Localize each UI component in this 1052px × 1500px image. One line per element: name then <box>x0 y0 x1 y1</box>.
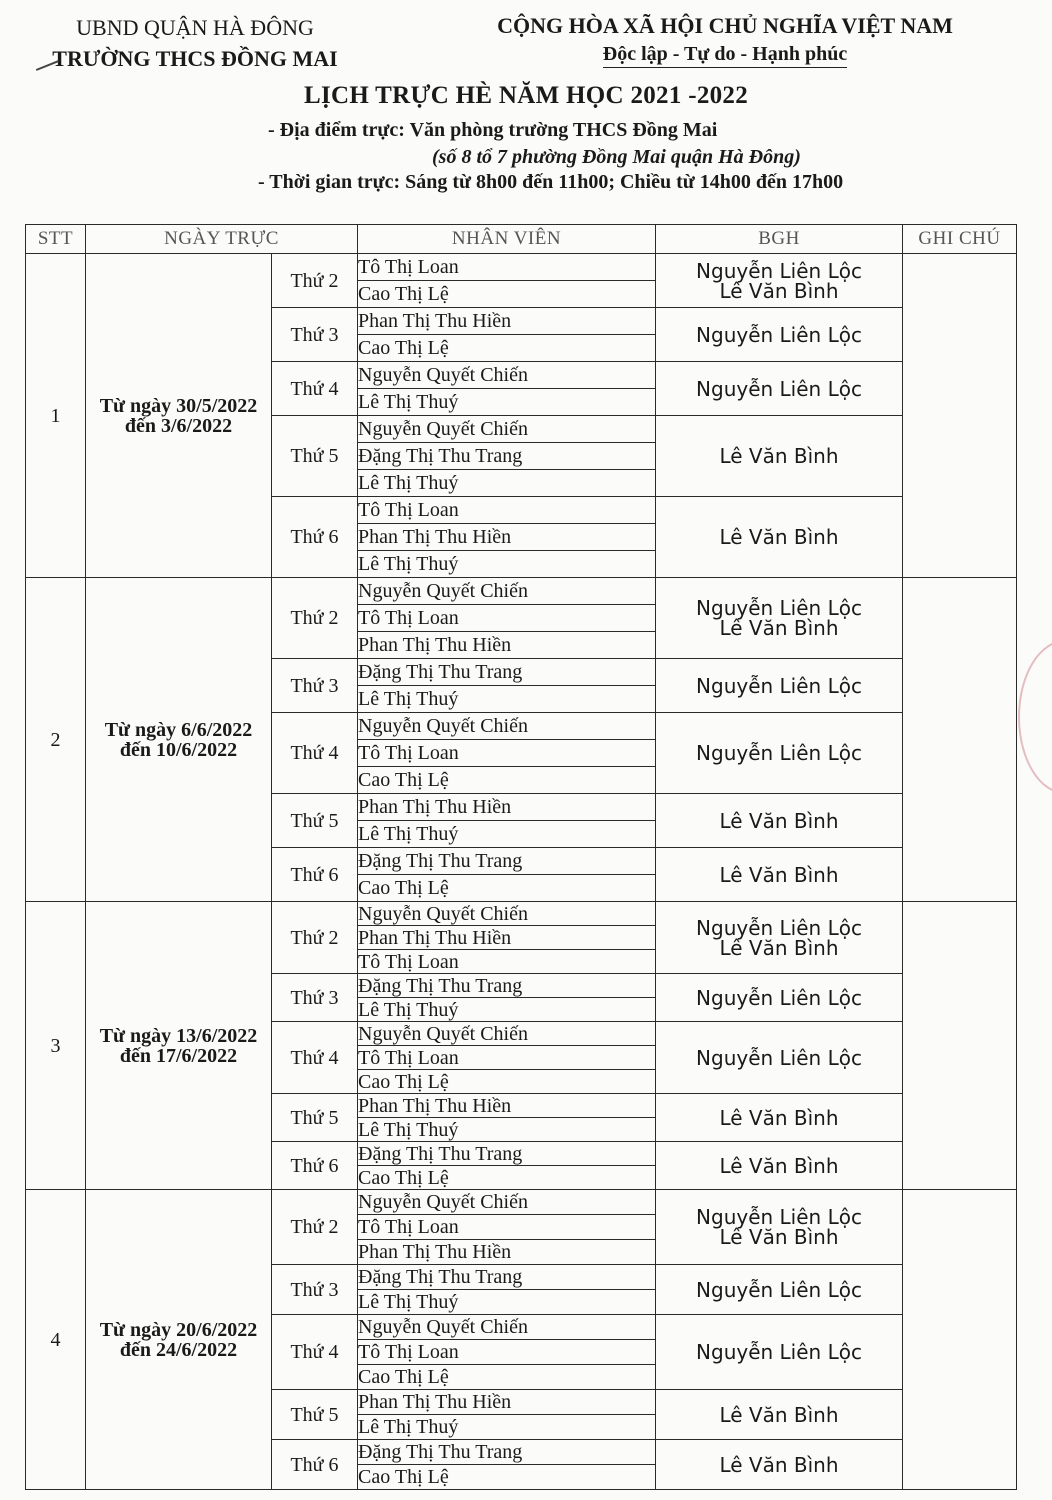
staff-name: Nguyễn Quyết Chiến <box>358 578 656 605</box>
staff-name: Phan Thị Thu Hiền <box>358 1390 656 1415</box>
table-row <box>26 1190 1017 1215</box>
week-number: 3 <box>26 902 86 1190</box>
staff-name: Nguyễn Quyết Chiến <box>358 416 656 443</box>
bgh-cell <box>656 974 903 1022</box>
bgh-name: Nguyễn Liên Lộc <box>696 1045 862 1070</box>
bgh-name: Lê Văn Bình <box>719 444 839 468</box>
staff-name: Đặng Thị Thu Trang <box>358 974 656 998</box>
weekday-cell: Thứ 4 <box>272 713 358 794</box>
bgh-cell <box>656 1440 903 1490</box>
date-range-start: Từ ngày 20/6/2022 <box>99 1318 258 1341</box>
staff-name: Lê Thị Thuý <box>358 1118 656 1142</box>
bgh-name: Nguyễn Liên Lộc <box>696 322 862 347</box>
bgh-cell <box>656 362 903 416</box>
weekday-cell: Thứ 3 <box>272 974 358 1022</box>
bgh-name: Nguyễn Liên Lộc <box>696 1340 862 1364</box>
staff-name: Phan Thị Thu Hiền <box>358 794 656 821</box>
bgh-name: Nguyễn Liên Lộc <box>696 985 862 1010</box>
staff-name: Cao Thị Lệ <box>358 875 656 902</box>
date-range-end: đến 17/6/2022 <box>119 1044 238 1067</box>
weekday-cell: Thứ 6 <box>272 1440 358 1490</box>
bgh-name: Lê Văn Bình <box>719 278 839 303</box>
staff-name: Cao Thị Lệ <box>358 767 656 794</box>
staff-name: Phan Thị Thu Hiền <box>358 308 656 335</box>
weekday-cell: Thứ 5 <box>272 416 358 497</box>
weekday-cell: Thứ 2 <box>272 1190 358 1265</box>
staff-name: Đặng Thị Thu Trang <box>358 1142 656 1166</box>
weekday-cell: Thứ 5 <box>272 794 358 848</box>
staff-name: Tô Thị Loan <box>358 950 656 974</box>
table-row <box>26 578 1017 605</box>
weekday-cell: Thứ 4 <box>272 362 358 416</box>
bgh-cell <box>656 1142 903 1190</box>
staff-name: Nguyễn Quyết Chiến <box>358 1022 656 1046</box>
staff-name: Lê Thị Thuý <box>358 821 656 848</box>
weekday-cell: Thứ 2 <box>272 902 358 974</box>
col-stt: STT <box>26 225 86 254</box>
header-right <box>430 10 1020 68</box>
staff-name: Đặng Thị Thu Trang <box>358 1265 656 1290</box>
week-date-range <box>86 578 272 902</box>
bgh-cell <box>656 497 903 578</box>
weekday-cell: Thứ 5 <box>272 1094 358 1142</box>
staff-name: Nguyễn Quyết Chiến <box>358 362 656 389</box>
staff-name: Lê Thị Thuý <box>358 686 656 713</box>
staff-name: Tô Thị Loan <box>358 605 656 632</box>
staff-name: Đặng Thị Thu Trang <box>358 659 656 686</box>
staff-name: Tô Thị Loan <box>358 497 656 524</box>
school-name: TRƯỜNG THCS ĐỒNG MAI <box>52 46 338 71</box>
col-date: NGÀY TRỰC <box>86 225 358 254</box>
date-range-start: Từ ngày 13/6/2022 <box>99 1024 258 1047</box>
staff-name: Lê Thị Thuý <box>358 998 656 1022</box>
bgh-cell <box>656 659 903 713</box>
bgh-cell <box>656 1094 903 1142</box>
week-date-range <box>86 1190 272 1490</box>
bgh-name: Nguyễn Liên Lộc <box>696 915 862 940</box>
week-number: 4 <box>26 1190 86 1490</box>
staff-name: Tô Thị Loan <box>358 254 656 281</box>
staff-name: Cao Thị Lệ <box>358 335 656 362</box>
bgh-name: Lê Văn Bình <box>719 808 839 833</box>
note-cell <box>903 578 1017 902</box>
staff-name: Phan Thị Thu Hiền <box>358 1240 656 1265</box>
bgh-name: Lê Văn Bình <box>719 1225 839 1249</box>
staff-name: Phan Thị Thu Hiền <box>358 1094 656 1118</box>
location-line: - Địa điểm trực: Văn phòng trường THCS Đồng Mai <box>268 119 718 141</box>
bgh-cell <box>656 1265 903 1315</box>
note-cell <box>903 1190 1017 1490</box>
bgh-cell <box>656 308 903 362</box>
bgh-name: Lê Văn Bình <box>719 1105 839 1130</box>
bgh-name: Lê Văn Bình <box>719 1452 839 1477</box>
table-row <box>26 254 1017 281</box>
district-name: UBND QUẬN HÀ ĐÔNG <box>76 15 314 40</box>
weekday-cell: Thứ 3 <box>272 308 358 362</box>
red-seal-stamp <box>1018 640 1052 794</box>
date-range-end: đến 10/6/2022 <box>119 738 238 761</box>
time-line: - Thời gian trực: Sáng từ 8h00 đến 11h00; Chiều từ 14h00 đến 17h00 <box>258 171 844 193</box>
bgh-name: Lê Văn Bình <box>719 616 839 640</box>
date-range-end: đến 3/6/2022 <box>124 414 233 437</box>
weekday-cell: Thứ 2 <box>272 578 358 659</box>
bgh-name: Nguyễn Liên Lộc <box>696 673 862 698</box>
bgh-cell <box>656 848 903 902</box>
staff-name: Nguyễn Quyết Chiến <box>358 1190 656 1215</box>
note-cell <box>903 902 1017 1190</box>
staff-name: Lê Thị Thuý <box>358 470 656 497</box>
staff-name: Tô Thị Loan <box>358 1215 656 1240</box>
staff-name: Đặng Thị Thu Trang <box>358 443 656 470</box>
bgh-cell <box>656 1190 903 1265</box>
weekday-cell: Thứ 2 <box>272 254 358 308</box>
date-range-start: Từ ngày 6/6/2022 <box>104 718 253 741</box>
staff-name: Đặng Thị Thu Trang <box>358 1440 656 1465</box>
staff-name: Phan Thị Thu Hiền <box>358 524 656 551</box>
date-range-start: Từ ngày 30/5/2022 <box>99 394 258 417</box>
bgh-cell <box>656 416 903 497</box>
weekday-cell: Thứ 6 <box>272 1142 358 1190</box>
bgh-name: Nguyễn Liên Lộc <box>696 596 862 620</box>
weekday-cell: Thứ 6 <box>272 848 358 902</box>
staff-name: Lê Thị Thuý <box>358 389 656 416</box>
page-title: LỊCH TRỰC HÈ NĂM HỌC 2021 -2022 <box>303 82 749 109</box>
staff-name: Cao Thị Lệ <box>358 1365 656 1390</box>
bgh-cell <box>656 578 903 659</box>
week-number: 2 <box>26 578 86 902</box>
bgh-name: Nguyễn Liên Lộc <box>696 1205 862 1229</box>
staff-name: Nguyễn Quyết Chiến <box>358 1315 656 1340</box>
bgh-cell <box>656 1390 903 1440</box>
week-date-range <box>86 902 272 1190</box>
bgh-name: Lê Văn Bình <box>719 935 839 960</box>
bgh-cell <box>656 713 903 794</box>
staff-name: Lê Thị Thuý <box>358 551 656 578</box>
bgh-name: Nguyễn Liên Lộc <box>696 376 862 401</box>
bgh-name: Nguyễn Liên Lộc <box>696 258 862 283</box>
staff-name: Tô Thị Loan <box>358 1046 656 1070</box>
bgh-cell <box>656 902 903 974</box>
weekday-cell: Thứ 3 <box>272 659 358 713</box>
weekday-cell: Thứ 4 <box>272 1022 358 1094</box>
bgh-name: Lê Văn Bình <box>719 862 839 887</box>
bgh-cell <box>656 794 903 848</box>
week-number: 1 <box>26 254 86 578</box>
week-date-range <box>86 254 272 578</box>
bgh-cell <box>656 1022 903 1094</box>
note-cell <box>903 254 1017 578</box>
staff-name: Nguyễn Quyết Chiến <box>358 902 656 926</box>
table-header-row <box>26 225 1017 254</box>
staff-name: Phan Thị Thu Hiền <box>358 926 656 950</box>
table-body <box>26 254 1017 1490</box>
staff-name: Cao Thị Lệ <box>358 1465 656 1490</box>
weekday-cell: Thứ 6 <box>272 497 358 578</box>
staff-name: Cao Thị Lệ <box>358 1070 656 1094</box>
staff-name: Tô Thị Loan <box>358 740 656 767</box>
bgh-name: Lê Văn Bình <box>719 1402 839 1427</box>
staff-name: Cao Thị Lệ <box>358 1166 656 1190</box>
staff-name: Lê Thị Thuý <box>358 1415 656 1440</box>
weekday-cell: Thứ 5 <box>272 1390 358 1440</box>
bgh-name: Nguyễn Liên Lộc <box>696 741 862 765</box>
duty-schedule-table <box>25 224 1017 1490</box>
col-bgh: BGH <box>656 225 903 254</box>
staff-name: Nguyễn Quyết Chiến <box>358 713 656 740</box>
bgh-name: Lê Văn Bình <box>719 525 839 549</box>
address-line: (số 8 tổ 7 phường Đồng Mai quận Hà Đông) <box>432 146 801 168</box>
col-staff: NHÂN VIÊN <box>358 225 656 254</box>
bgh-cell <box>656 1315 903 1390</box>
staff-name: Lê Thị Thuý <box>358 1290 656 1315</box>
date-range-end: đến 24/6/2022 <box>119 1338 238 1361</box>
bgh-cell <box>656 254 903 308</box>
bgh-name: Lê Văn Bình <box>719 1153 839 1178</box>
nation-title: CỘNG HÒA XÃ HỘI CHỦ NGHĨA VIỆT NAM <box>497 13 953 38</box>
header-left <box>40 12 350 74</box>
weekday-cell: Thứ 4 <box>272 1315 358 1390</box>
staff-name: Phan Thị Thu Hiền <box>358 632 656 659</box>
motto: Độc lập - Tự do - Hạnh phúc <box>603 42 847 68</box>
col-note: GHI CHÚ <box>903 225 1017 254</box>
weekday-cell: Thứ 3 <box>272 1265 358 1315</box>
staff-name: Tô Thị Loan <box>358 1340 656 1365</box>
staff-name: Cao Thị Lệ <box>358 281 656 308</box>
staff-name: Đặng Thị Thu Trang <box>358 848 656 875</box>
bgh-name: Nguyễn Liên Lộc <box>696 1277 862 1302</box>
table-row <box>26 902 1017 926</box>
